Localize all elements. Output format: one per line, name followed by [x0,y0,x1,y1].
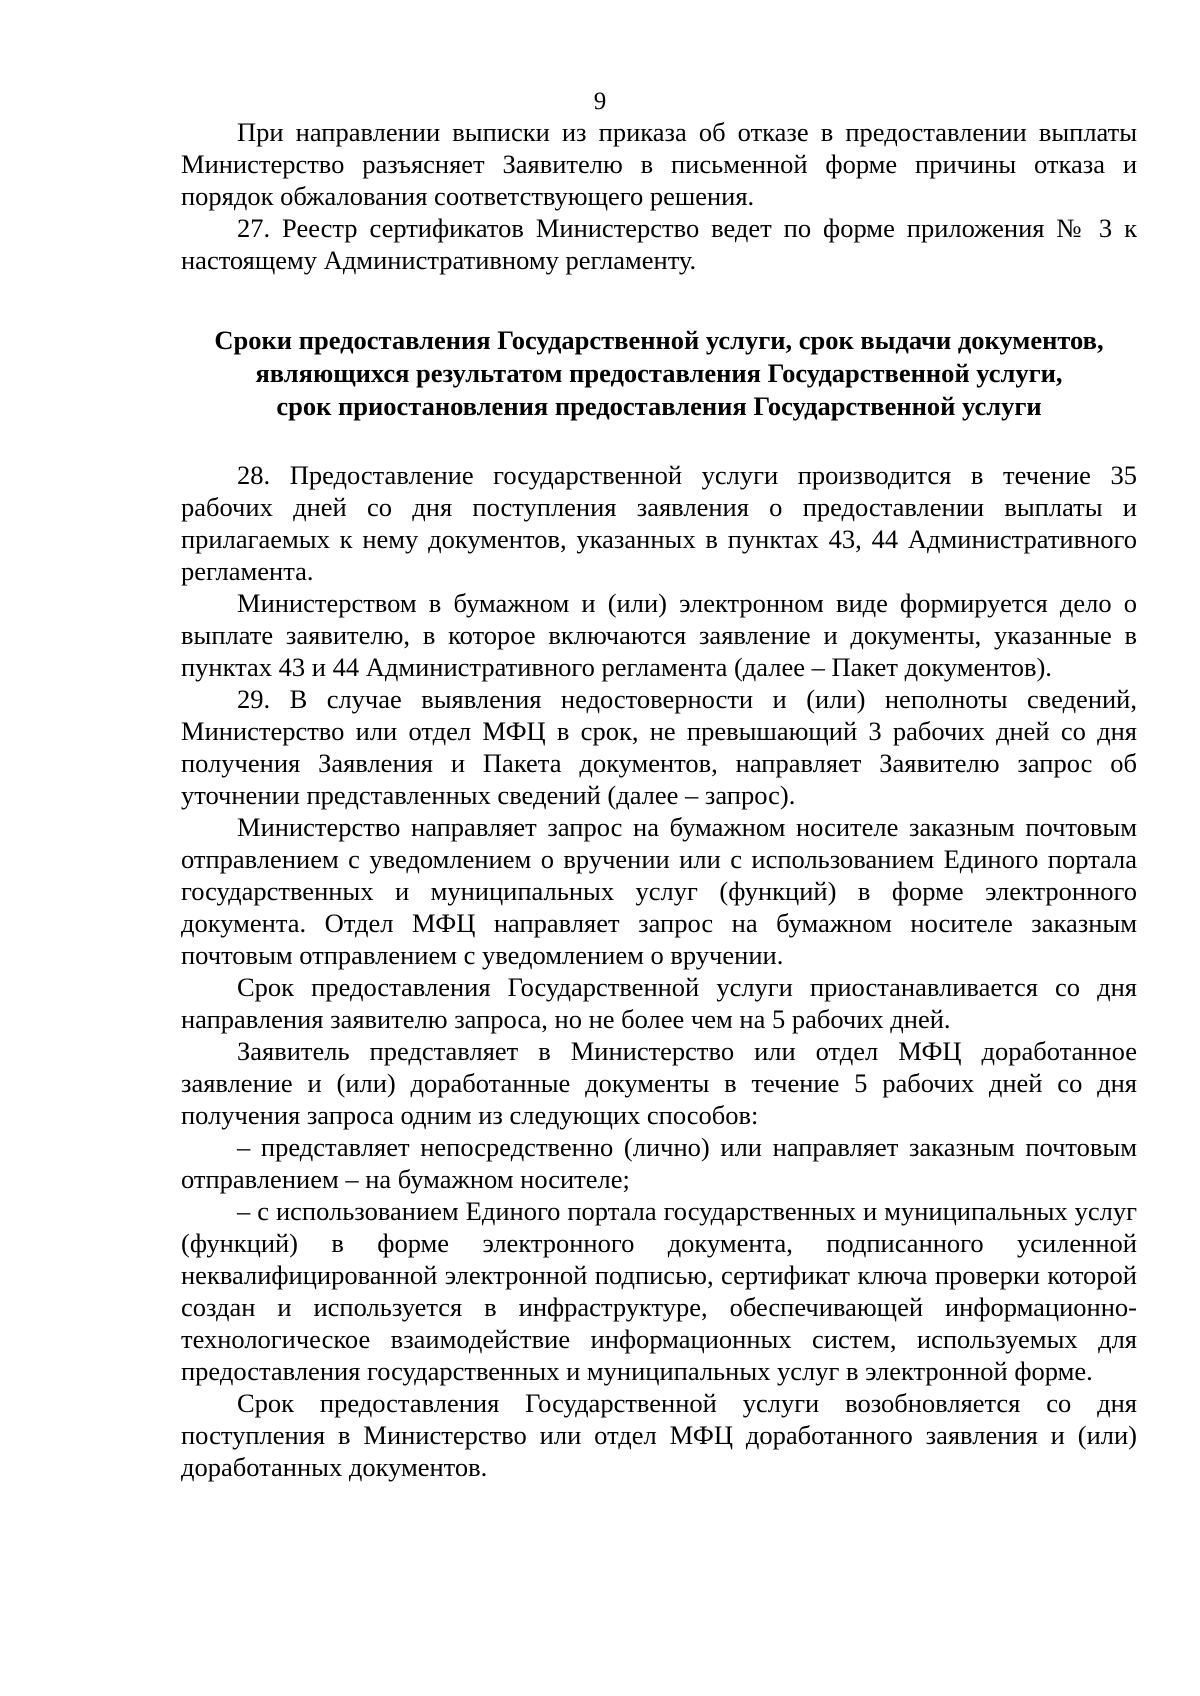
list-item-electronic: – с использованием Единого портала государственных и муниципальных услуг (функций) в форме электронного документа, подписанного усиленной неквалифицированной электронной подписью, сертификат ключа проверки которой создан и используется в инфраструктуре, обеспечивающей информационно-технологическое взаимодействие информационных систем, используемых для предоставления государственных и муниципальных услуг в электронной форме. [181,1196,1137,1386]
paragraph-refusal-explanation: При направлении выписки из приказа об отказе в предоставлении выплаты Министерство разъясняет Заявителю в письменной форме причины отказа и порядок обжалования соответствующего решения. [181,117,1137,211]
section-heading [181,324,1137,423]
paragraph-27-registry: 27. Реестр сертификатов Министерство ведет по форме приложения № 3 к настоящему Административному регламенту. [181,213,1137,275]
paragraph-28-service-term: 28. Предоставление государственной услуги производится в течение 35 рабочих дней со дня поступления заявления о предоставлении выплаты и прилагаемых к нему документов, указанных в пунктах 43, 44 Административного регламента. [181,460,1137,586]
section-heading-line-1: Сроки предоставления Государственной услуги, срок выдачи документов, [214,325,1104,355]
section-heading-line-3: срок приостановления предоставления Государственной услуги [276,391,1042,421]
section-heading-line-2: являющихся результатом предоставления Государственной услуги, [255,358,1063,388]
paragraph-applicant-submits: Заявитель представляет в Министерство или отдел МФЦ доработанное заявление и (или) доработанные документы в течение 5 рабочих дней со дня получения запроса одним из следующих способов: [181,1036,1137,1130]
paragraph-request-delivery: Министерство направляет запрос на бумажном носителе заказным почтовым отправлением с уведомлением о вручении или с использованием Единого портала государственных и муниципальных услуг (функций) в форме электронного документа. Отдел МФЦ направляет запрос на бумажном носителе заказным почтовым отправлением с уведомлением о вручении. [181,812,1137,970]
paragraph-29-inaccuracy: 29. В случае выявления недостоверности и (или) неполноты сведений, Министерство или отдел МФЦ в срок, не превышающий 3 рабочих дней со дня получения Заявления и Пакета документов, направляет Заявителю запрос об уточнении представленных сведений (далее – запрос). [181,684,1137,810]
document-body [181,116,1137,1483]
paragraph-resumption: Срок предоставления Государственной услуги возобновляется со дня поступления в Министерство или отдел МФЦ доработанного заявления и (или) доработанных документов. [181,1388,1137,1482]
paragraph-suspension: Срок предоставления Государственной услуги приостанавливается со дня направления заявителю запроса, но не более чем на 5 рабочих дней. [181,972,1137,1034]
paragraph-case-file: Министерством в бумажном и (или) электронном виде формируется дело о выплате заявителю, в которое включаются заявление и документы, указанные в пунктах 43 и 44 Административного регламента (далее – Пакет документов). [181,588,1137,682]
page-number: 9 [593,88,607,115]
list-item-paper: – представляет непосредственно (лично) или направляет заказным почтовым отправлением – на бумажном носителе; [181,1132,1137,1194]
